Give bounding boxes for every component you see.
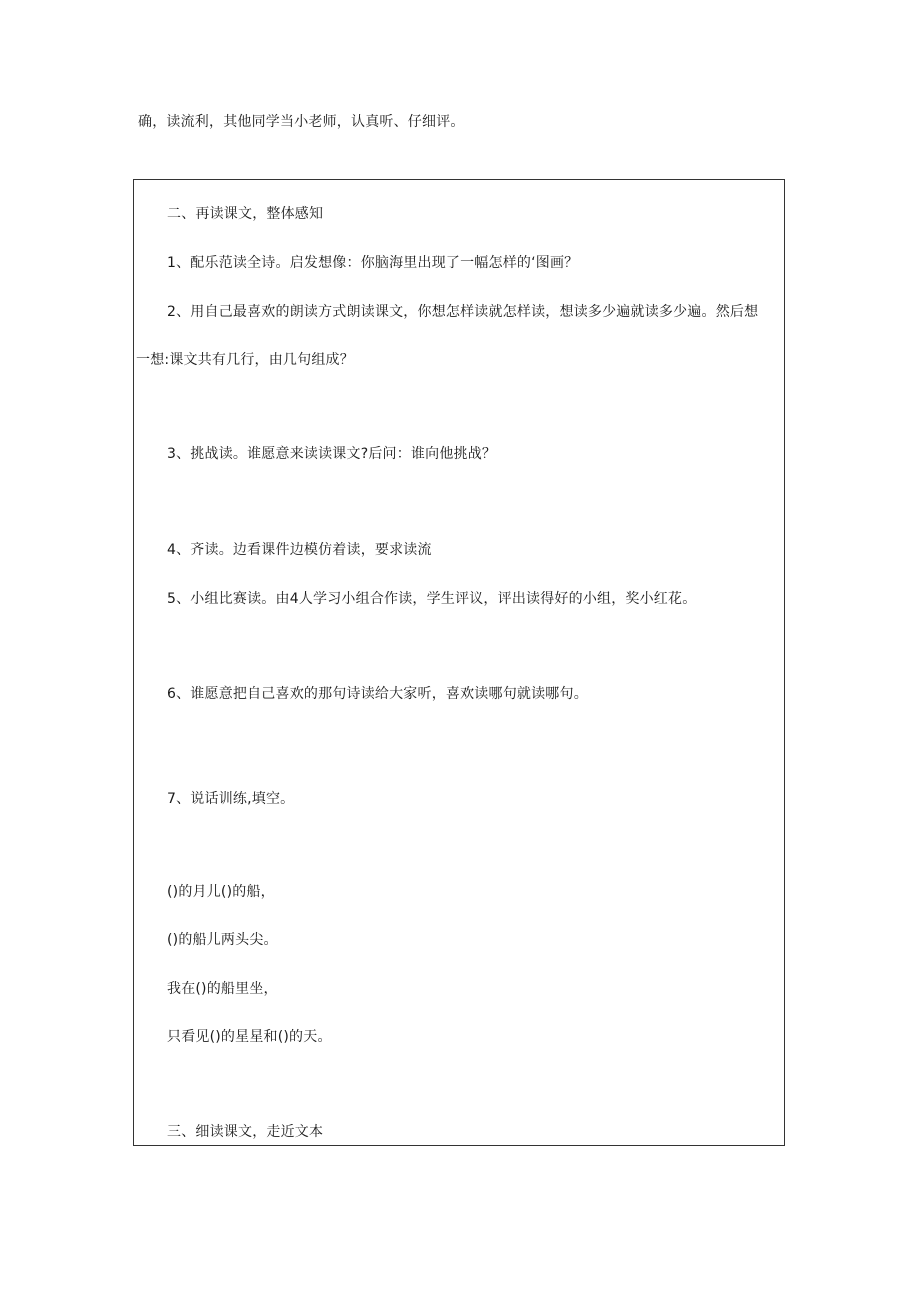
- item-1-text: 1、配乐范读全诗。启发想像：你脑海里出现了一幅怎样的‘图画？: [167, 255, 579, 271]
- item-5-text: 5、小组比赛读。由4人学习小组合作读，学生评议，评出读得好的小组，奖小红花。: [167, 591, 697, 607]
- item-7-text: 7、说话训练,填空。: [167, 791, 295, 807]
- fill-line-4: 只看见()的星星和()的天。: [167, 1029, 332, 1045]
- section-2-heading: 二、再读课文，整体感知: [167, 206, 324, 222]
- item-2-text-line-1: 2、用自己最喜欢的朗读方式朗读课文，你想怎样读就怎样读，想读多少遍就读多少遍。然后想: [167, 304, 759, 320]
- fill-line-3: 我在()的船里坐，: [167, 981, 278, 997]
- item-4-text: 4、齐读。边看课件边模仿着读，要求读流: [167, 542, 432, 558]
- item-3-text: 3、挑战读。谁愿意来读读课文?后问：谁向他挑战？: [167, 446, 497, 462]
- fill-line-2: ()的船儿两头尖。: [167, 932, 278, 948]
- item-2-text-line-2: 一想:课文共有几行，由几句组成？: [136, 352, 354, 368]
- content-box: [133, 179, 785, 1146]
- section-3-heading: 三、细读课文，走近文本: [167, 1124, 324, 1140]
- top-text-line: 确，读流利，其他同学当小老师，认真听、仔细评。: [138, 114, 465, 130]
- item-6-text: 6、谁愿意把自己喜欢的那句诗读给大家听，喜欢读哪句就读哪句。: [167, 686, 588, 702]
- fill-line-1: ()的月儿()的船，: [167, 884, 275, 900]
